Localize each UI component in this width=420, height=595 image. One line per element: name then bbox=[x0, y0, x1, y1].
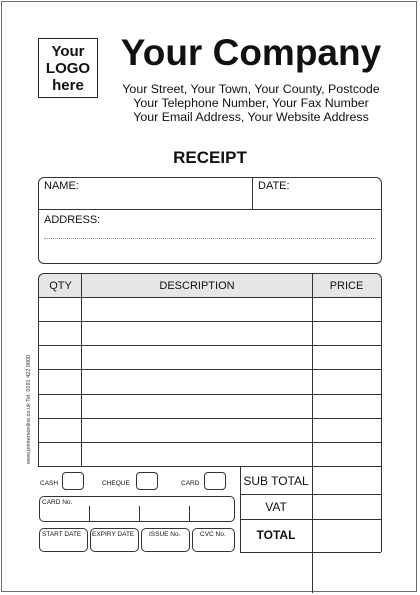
name-label: NAME: bbox=[44, 180, 79, 192]
col-qty: QTY bbox=[49, 280, 72, 292]
logo-text-line2: LOGO bbox=[45, 59, 91, 77]
cheque-checkbox[interactable] bbox=[136, 472, 158, 490]
cash-label: CASH bbox=[40, 480, 59, 487]
printer-side-text: www.printersonline.co.uk Tel: 0191 422 0800 bbox=[26, 354, 32, 464]
address-dotted-line bbox=[44, 238, 376, 239]
card-tick bbox=[89, 506, 90, 521]
cvc-number-label: CVC No. bbox=[200, 531, 226, 538]
totals-divider bbox=[240, 519, 381, 520]
company-name: Your Company bbox=[120, 32, 382, 73]
logo-text-line1: Your bbox=[51, 42, 85, 60]
table-row bbox=[38, 466, 382, 467]
address-line1: Your Street, Your Town, Your County, Postcode bbox=[122, 82, 380, 96]
logo-placeholder bbox=[38, 38, 98, 98]
col-description: DESCRIPTION bbox=[159, 280, 235, 292]
table-row bbox=[39, 442, 381, 443]
name-date-divider bbox=[252, 178, 253, 209]
vat-label: VAT bbox=[265, 500, 287, 514]
expiry-date-label: EXPIRY DATE bbox=[92, 531, 135, 538]
qty-column-line bbox=[81, 274, 82, 467]
totals-right-line bbox=[381, 466, 382, 552]
card-number-label: CARD No. bbox=[42, 499, 73, 506]
table-row bbox=[39, 394, 381, 395]
table-row bbox=[39, 418, 381, 419]
table-row bbox=[39, 345, 381, 346]
address-line2: Your Telephone Number, Your Fax Number bbox=[133, 96, 369, 110]
subtotal-label: SUB TOTAL bbox=[243, 474, 309, 488]
card-tick bbox=[189, 506, 190, 521]
total-label: TOTAL bbox=[256, 528, 296, 542]
date-label: DATE: bbox=[258, 180, 290, 192]
logo-text-line3: here bbox=[52, 76, 84, 94]
table-row bbox=[39, 369, 381, 370]
totals-bottom bbox=[240, 552, 381, 553]
receipt-title: RECEIPT bbox=[173, 148, 247, 167]
cheque-label: CHEQUE bbox=[102, 480, 130, 487]
address-line3: Your Email Address, Your Website Address bbox=[133, 110, 369, 124]
col-price: PRICE bbox=[329, 280, 364, 292]
card-checkbox[interactable] bbox=[204, 472, 226, 490]
card-label: CARD bbox=[181, 480, 200, 487]
table-row bbox=[39, 321, 381, 322]
card-tick bbox=[139, 506, 140, 521]
table-row bbox=[39, 297, 381, 298]
start-date-label: START DATE bbox=[42, 531, 82, 538]
cash-checkbox[interactable] bbox=[62, 472, 84, 490]
issue-number-label: ISSUE No. bbox=[149, 531, 181, 538]
customer-divider bbox=[39, 209, 381, 210]
items-table bbox=[38, 273, 382, 467]
totals-divider bbox=[240, 494, 381, 495]
address-label: ADDRESS: bbox=[44, 214, 101, 226]
